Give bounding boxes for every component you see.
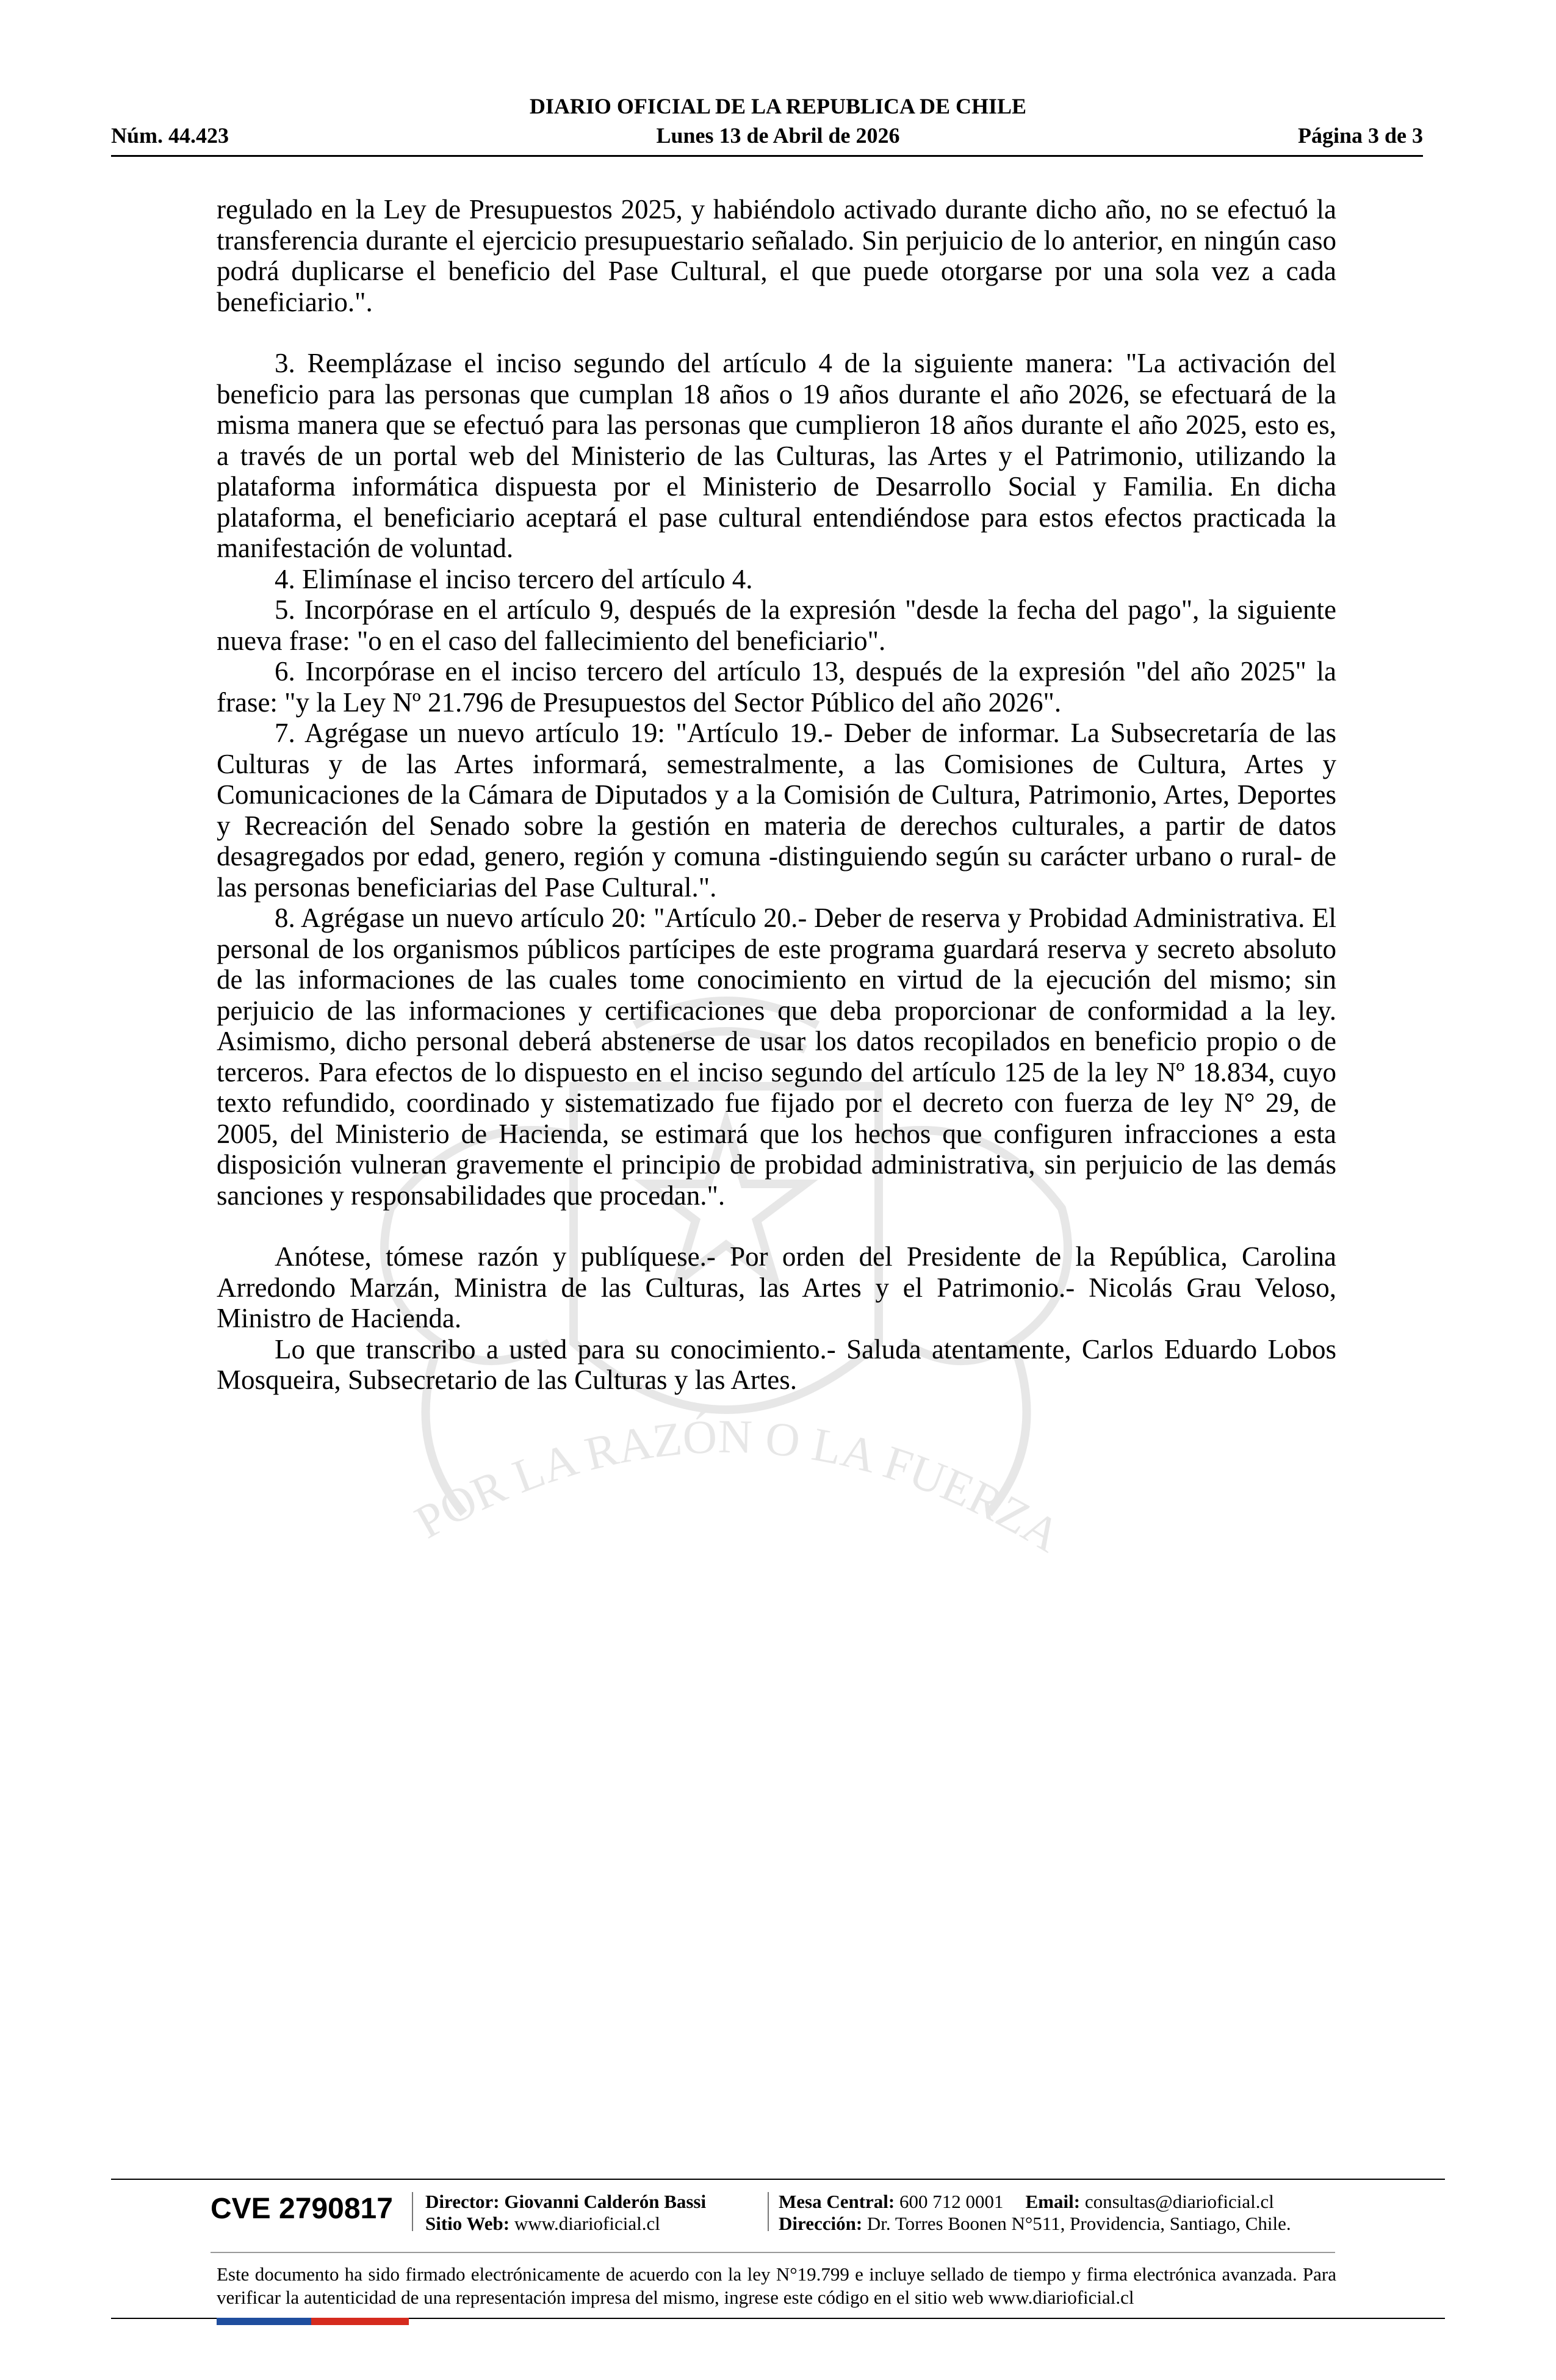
cve-code: CVE 2790817 [211,2193,393,2225]
phone-label: Mesa Central: [779,2191,895,2212]
address-label: Dirección: [779,2213,863,2234]
paragraph-item-7: 7. Agrégase un nuevo artículo 19: "Artículo 19.- Deber de informar. La Subsecretaría de las Culturas y de las Artes informará, semestralmente, a las Comisiones de Cultura, Artes y Comunicaciones de la Cámara de Diputados y a la Comisión de Cultura, Patrimonio, Artes, Deportes y Recreación del Senado sobre la gestión en materia de derechos culturales, a partir de datos desagregados por edad, genero, región y comuna -distinguiendo según su carácter urbano o rural- de las personas beneficiarias del Pase Cultural.". [217,718,1336,903]
watermark-motto: POR LA RAZÓN O LA FUERZA [406,1409,1070,1562]
website-label: Sitio Web: [425,2213,510,2234]
footer-separator [768,2192,769,2231]
footer-contact-block [779,2191,1291,2235]
footer-top-rule [111,2179,1445,2180]
legal-notice: Este documento ha sido firmado electrónicamente de acuerdo con la ley N°19.799 e incluye sellado de tiempo y firma electrónica avanzada. Para verificar la autenticidad de una representación impresa del mismo, ingrese este código en el sitio web www.diarioficial.cl [217,2263,1336,2308]
flag-bar-blue [217,2318,311,2325]
document-body [217,194,1336,1396]
paragraph-item-6: 6. Incorpórase en el inciso tercero del artículo 13, después de la expresión "del año 2025" la frase: "y la Ley Nº 21.796 de Presupuestos del Sector Público del año 2026". [217,656,1336,718]
phone-value: 600 712 0001 [899,2191,1004,2212]
paragraph-item-4: 4. Elimínase el inciso tercero del artículo 4. [275,563,753,594]
issue-number: Núm. 44.423 [111,123,229,148]
director-label: Director: [425,2191,500,2212]
flag-color-bar [217,2318,409,2325]
footer-mid-rule [211,2252,1335,2253]
flag-bar-red [311,2318,409,2325]
paragraph-item-3: 3. Reemplázase el inciso segundo del artículo 4 de la siguiente manera: "La activación del beneficio para las personas que cumplan 18 años o 19 años durante el año 2026, se efectuará de la misma manera que se efectuó para las personas que cumplieron 18 años durante el año 2025, esto es, a través de un portal web del Ministerio de las Culturas, las Artes y el Patrimonio, utilizando la plataforma informática dispuesta por el Ministerio de Desarrollo Social y Familia. En dicha plataforma, el beneficiario aceptará el pase cultural entendiéndose para estos efectos practicada la manifestación de voluntad. [217,348,1336,563]
page-indicator: Página 3 de 3 [1297,123,1423,148]
email-link[interactable]: consultas@diarioficial.cl [1084,2191,1274,2212]
paragraph-continuation: regulado en la Ley de Presupuestos 2025, y habiéndolo activado durante dicho año, no se efectuó la transferencia durante el ejercicio presupuestario señalado. Sin perjuicio de lo anterior, en ningún caso podrá duplicarse el beneficio del Pase Cultural, el que puede otorgarse por una sola vez a cada beneficiario.". [217,194,1336,317]
director-name: Giovanni Calderón Bassi [504,2191,707,2212]
issue-date: Lunes 13 de Abril de 2026 [656,123,900,148]
paragraph-item-8: 8. Agrégase un nuevo artículo 20: "Artículo 20.- Deber de reserva y Probidad Administrativa. El personal de los organismos públicos partícipes de este programa guardará reserva y secreto absoluto de las informaciones de las cuales tome conocimiento en virtud de la ejecución del mismo; sin perjuicio de las informaciones y certificaciones que deba proporcionar de conformidad a la ley. Asimismo, dicho personal deberá abstenerse de usar los datos recopilados en beneficio propio o de terceros. Para efectos de lo dispuesto en el inciso segundo del artículo 125 de la ley Nº 18.834, cuyo texto refundido, coordinado y sistematizado fue fijado por el decreto con fuerza de ley N° 29, de 2005, del Ministerio de Hacienda, se estimará que los hechos que configuren infracciones a esta disposición vulneran gravemente el principio de probidad administrativa, sin perjuicio de las demás sanciones y responsabilidades que procedan.". [217,903,1336,1211]
paragraph-item-5: 5. Incorpórase en el artículo 9, después de la expresión "desde la fecha del pago", la siguiente nueva frase: "o en el caso del fallecimiento del beneficiario". [217,594,1336,656]
paragraph-signatures: Anótese, tómese razón y publíquese.- Por orden del Presidente de la República, Carolina Arredondo Marzán, Ministra de las Culturas, las Artes y el Patrimonio.- Nicolás Grau Veloso, Ministro de Hacienda. [217,1241,1336,1333]
header-divider [111,155,1423,157]
website-link[interactable]: www.diarioficial.cl [514,2213,660,2234]
publication-title: DIARIO OFICIAL DE LA REPUBLICA DE CHILE [529,94,1027,118]
footer-director-block [425,2191,706,2235]
address-value: Dr. Torres Boonen N°511, Providencia, Santiago, Chile. [866,2213,1291,2234]
email-label: Email: [1025,2191,1081,2212]
paragraph-closing: Lo que transcribo a usted para su conocimiento.- Saluda atentamente, Carlos Eduardo Lobos Mosqueira, Subsecretario de las Culturas y las Artes. [217,1333,1336,1395]
footer-separator [412,2192,413,2231]
